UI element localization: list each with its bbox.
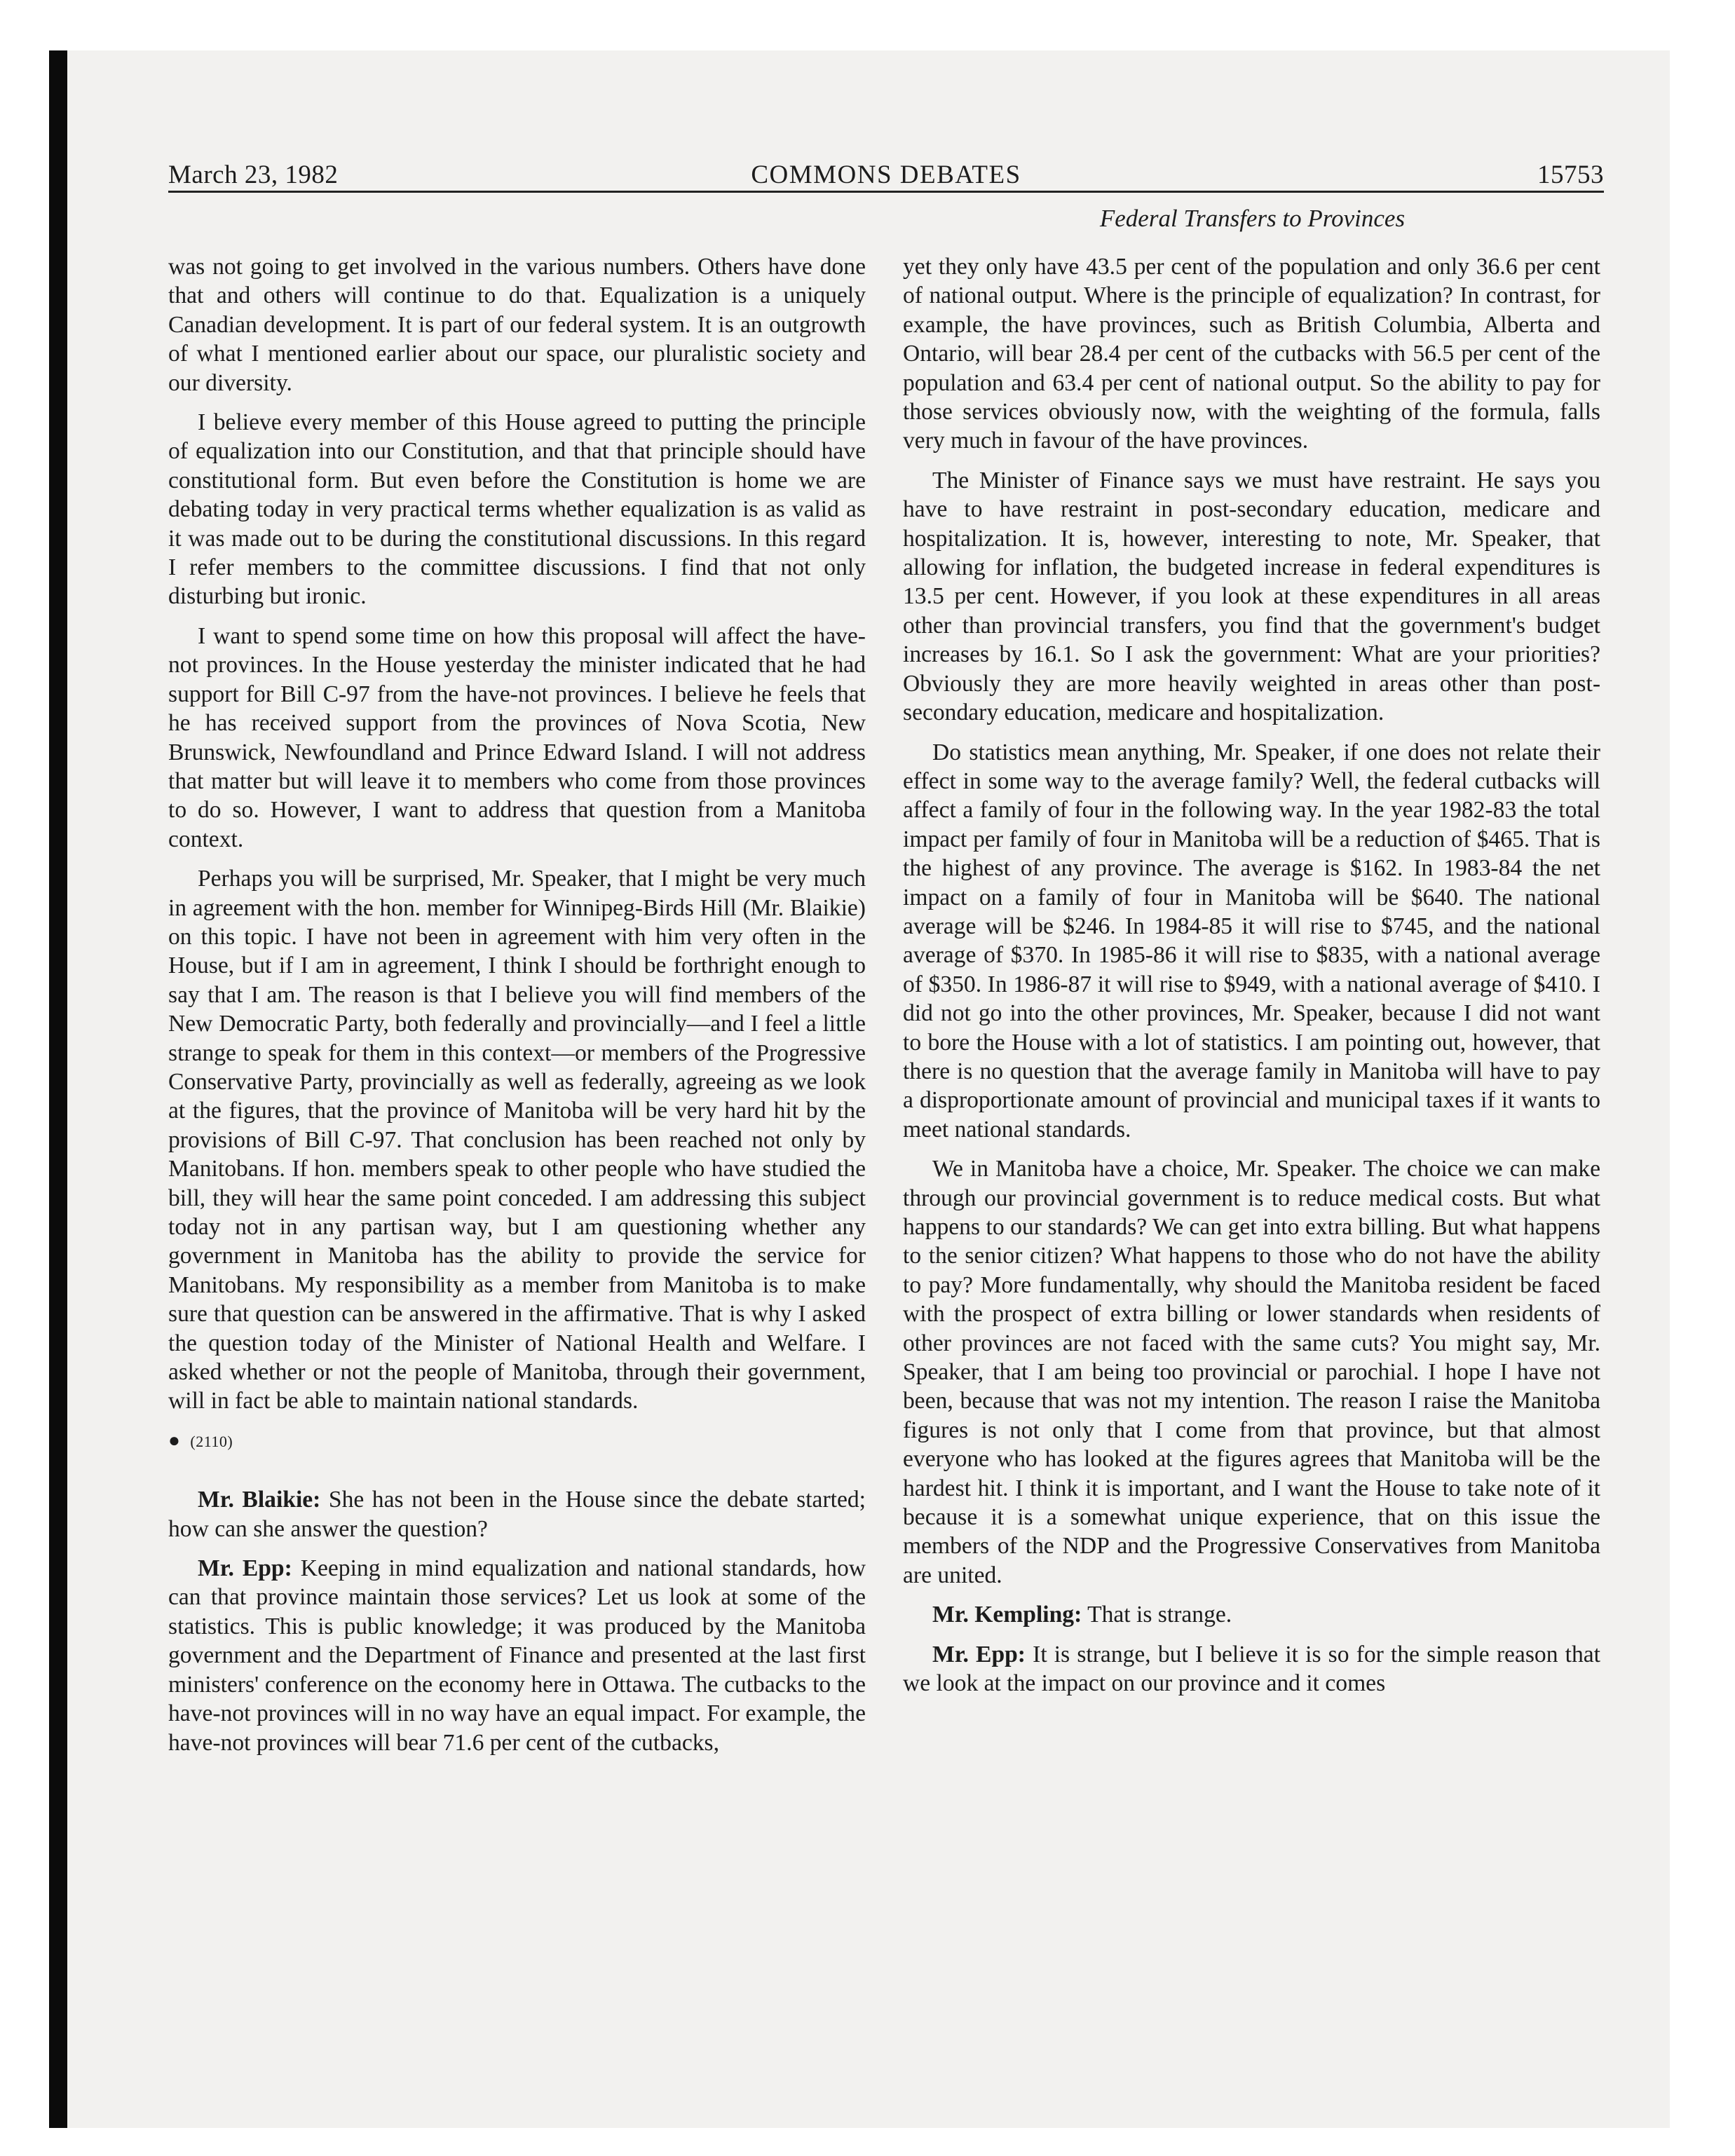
header-rule xyxy=(168,191,1604,193)
speech-text: It is strange, but I believe it is so for the simple reason that we look at the impact on our province and it comes xyxy=(903,1641,1600,1697)
header-title: COMMONS DEBATES xyxy=(751,161,1021,189)
speaker-name: Mr. Blaikie: xyxy=(198,1487,321,1513)
speaker-name: Mr. Epp: xyxy=(198,1555,292,1582)
speech-paragraph xyxy=(168,1554,866,1757)
paragraph: was not going to get involved in the various numbers. Others have done that and others will continue to do that. Equalization is a uniquely Canadian development. It is part of our federal system. It is an outgrowth of what I mentioned earlier about our space, our pluralistic society and our diversity. xyxy=(168,254,866,396)
speaker-name: Mr. Epp: xyxy=(932,1641,1026,1667)
paragraph: Do statistics mean anything, Mr. Speaker, if one does not relate their effect in some way to the average family? Well, the federal cutbacks will affect a family of four in the following way. In the year 1982-83 the total impact per family of four in Manitoba will be a reduction of $465. That is the highest of any province. The average is $162. In 1983-84 the net impact on a family of four in Manitoba will be $640. The national average will be $246. In 1984-85 it will rise to $745, and the national average of $370. In 1985-86 it will rise to $835, with a national average of $350. In 1986-87 it will rise to $949, with a national average of $410. I did not go into the other provinces, Mr. Speaker, because I did not want to bore the House with a lot of statistics. I am pointing out, however, that there is no question that the average family in Manitoba will have to pay a disproportionate amount of provincial and municipal taxes if it wants to meet national standards. xyxy=(903,739,1600,1142)
speech-text: That is strange. xyxy=(1087,1602,1232,1628)
speech-paragraph xyxy=(903,1600,1600,1629)
header-date: March 23, 1982 xyxy=(168,161,339,189)
paragraph: yet they only have 43.5 per cent of the population and only 36.6 per cent of national output. Where is the principle of equalization? In contrast, for example, the have provinces, such as British Columbia, Alberta and Ontario, will bear 28.4 per cent of the cutbacks with 56.5 per cent of the population and 63.4 per cent of national output. So the ability to pay for those services obviously now, with the weighting of the formula, falls very much in favour of the have provinces. xyxy=(903,254,1600,454)
paragraph: We in Manitoba have a choice, Mr. Speaker. The choice we can make through our provincial government is to reduce medical costs. But what happens to our standards? We can get into extra billing. But what happens to the senior citizen? What happens to those who do not have the ability to pay? More fundamentally, why should the Manitoba resident be faced with the prospect of extra billing or lower standards when residents of other provinces are not faced with the same cuts? You might say, Mr. Speaker, that I am being too provincial or parochial. I hope I have not been, because that was not my intention. The reason I raise the Manitoba figures is not only that I come from that province, but that almost everyone who has looked at the figures agrees that Manitoba will be the hardest hit. I think it is important, and I want the House to take note of it because it is a somewhat unique experience, that on this issue the members of the NDP and the Progressive Conservatives from Manitoba are united. xyxy=(903,1156,1600,1588)
running-head: Federal Transfers to Provinces xyxy=(1099,205,1406,232)
right-column xyxy=(903,252,1600,1709)
header-page-number: 15753 xyxy=(1537,161,1604,189)
paragraph: Perhaps you will be surprised, Mr. Speaker, that I might be very much in agreement with the hon. member for Winnipeg-Birds Hill (Mr. Blaikie) on this topic. I have not been in agreement with him very often in the House, but if I am in agreement, I think I should be forthright enough to say that I am. The reason is that I believe you will find members of the New Democratic Party, both federally and provincially—and I feel a little strange to speak for them in this context—or members of the Progressive Conservative Party, provincially as well as federally, agreeing as we look at the figures, that the province of Manitoba will be very hard hit by the provisions of Bill C-97. That conclusion has been reached not only by Manitobans. If hon. members speak to other people who have studied the bill, they will hear the same point conceded. I am addressing this subject today not in any partisan way, but I am questioning whether any government in Manitoba has the ability to provide the service for Manitobans. My responsibility as a member from Manitoba is to make sure that question can be answered in the affirmative. That is why I asked the question today of the Minister of National Health and Welfare. I asked whether or not the people of Manitoba, through their government, will in fact be able to maintain national standards. xyxy=(168,866,866,1414)
timestamp-bullet: ● xyxy=(168,1429,181,1452)
page-header xyxy=(168,156,1604,192)
speech-paragraph xyxy=(168,1485,866,1543)
paragraph: The Minister of Finance says we must have restraint. He says you have to have restraint in post-secondary education, medicare and hospitalization. It is, however, interesting to note, Mr. Speaker, that allowing for inflation, the budgeted increase in federal expenditures is 13.5 per cent. However, if you look at these expenditures in all areas other than provincial transfers, you find that the government's budget increases by 16.1. So I ask the government: What are your priorities? Obviously they are more heavily weighted in areas other than post-secondary education, medicare and hospitalization. xyxy=(903,467,1600,726)
scan-edge-shadow xyxy=(49,50,67,2128)
timestamp xyxy=(168,1426,866,1456)
speaker-name: Mr. Kempling: xyxy=(932,1602,1082,1628)
paragraph: I believe every member of this House agreed to putting the principle of equalization into our Constitution, and that that principle should have constitutional form. But even before the Constitution is home we are debating today in very practical terms whether equalization is as valid as it was made out to be during the constitutional discussions. In this regard I refer members to the committee discussions. I find that not only disturbing but ironic. xyxy=(168,409,866,610)
speech-text: Keeping in mind equalization and national standards, how can that province maintain those services? Let us look at some of the statistics. This is public knowledge; it was produced by the Manitoba government and the Department of Finance and presented at the last first ministers' conference on the economy here in Ottawa. The cutbacks to the have-not provinces will in no way have an equal impact. For example, the have-not provinces will bear 71.6 per cent of the cutbacks, xyxy=(168,1555,866,1756)
timestamp-text: (2110) xyxy=(190,1432,233,1450)
left-column xyxy=(168,252,866,1768)
paragraph: I want to spend some time on how this proposal will affect the have-not provinces. In the House yesterday the minister indicated that he had support for Bill C-97 from the have-not provinces. I believe he feels that he has received support from the provinces of Nova Scotia, New Brunswick, Newfoundland and Prince Edward Island. I will not address that matter but will leave it to members who come from those provinces to do so. However, I want to address that question from a Manitoba context. xyxy=(168,622,866,852)
speech-text: She has not been in the House since the debate started; how can she answer the question? xyxy=(168,1487,866,1542)
speech-paragraph xyxy=(903,1640,1600,1698)
